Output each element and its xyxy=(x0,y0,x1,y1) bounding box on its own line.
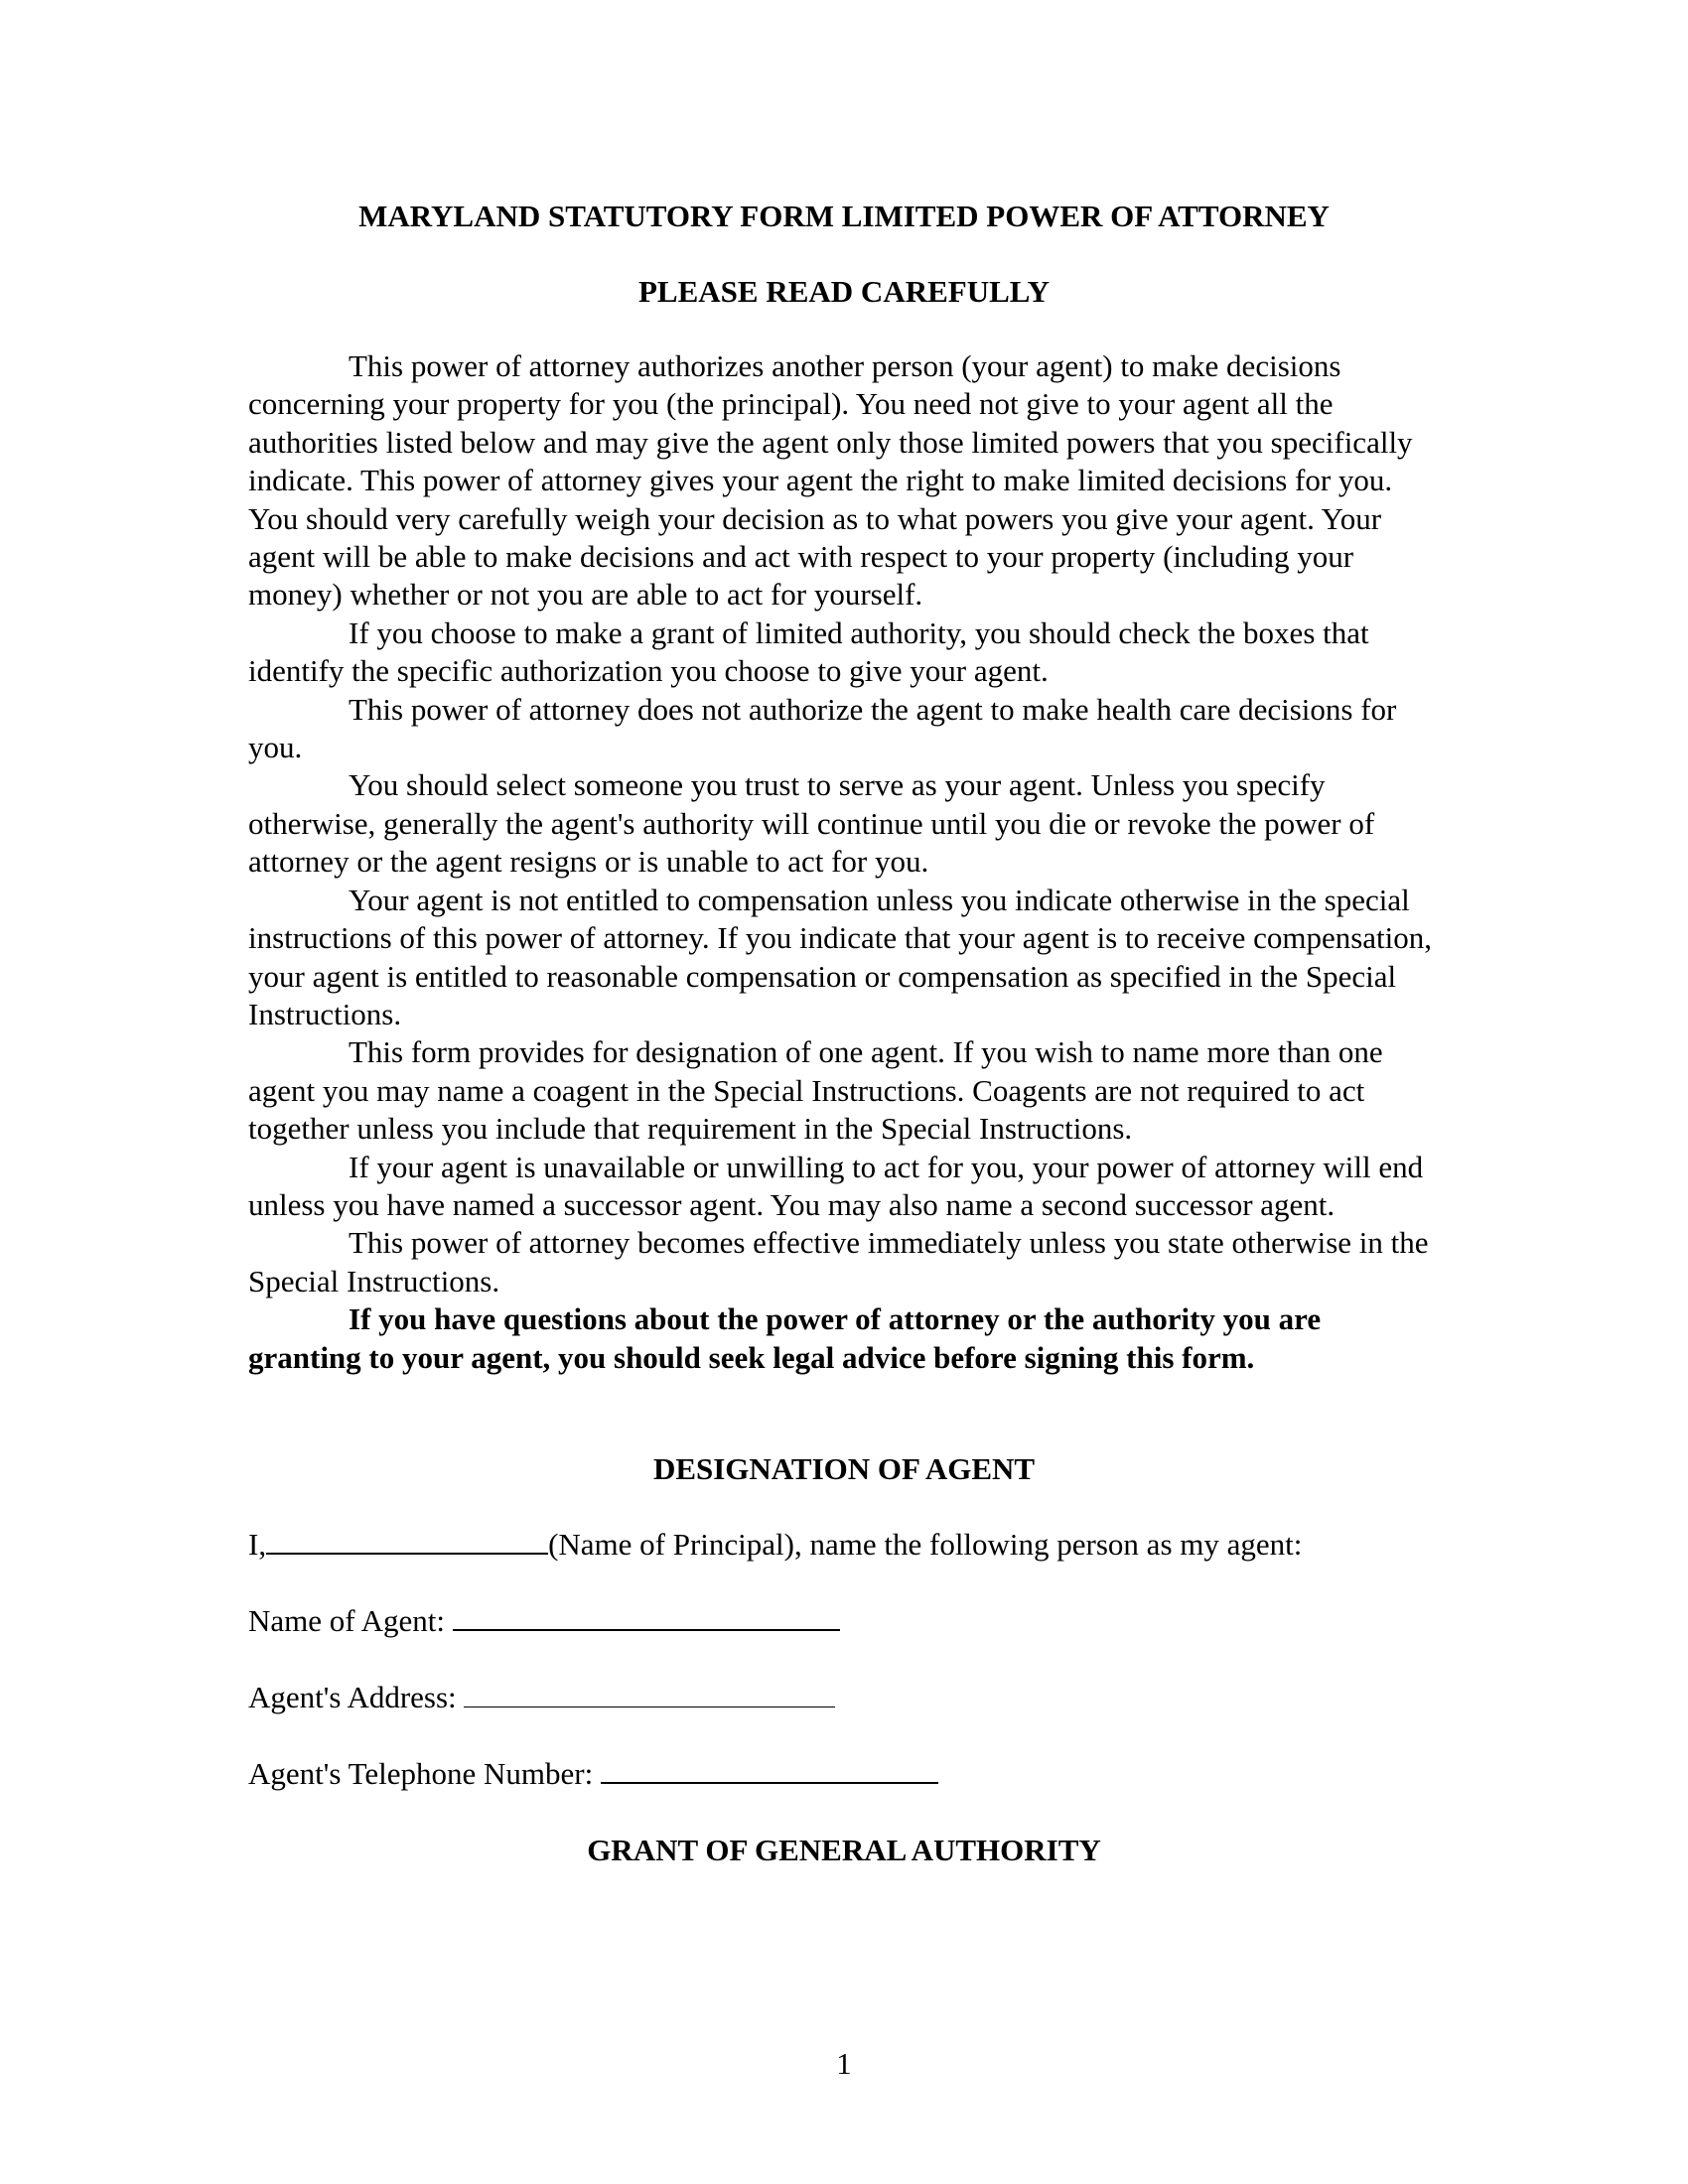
principal-name-field[interactable] xyxy=(266,1527,548,1555)
grant-heading: GRANT OF GENERAL AUTHORITY xyxy=(587,1833,1101,1867)
agent-name-field[interactable] xyxy=(453,1603,840,1631)
document-subtitle: PLEASE READ CAREFULLY xyxy=(638,274,1050,309)
paragraph-compensation: Your agent is not entitled to compensation unless you indicate otherwise in the special instructions of this power of attorney. If you indicate that your agent is to receive compensation, your agent is entitled to reasonable compensation or compensation as specified in the Special Instructions. xyxy=(248,882,1433,1031)
designation-heading: DESIGNATION OF AGENT xyxy=(652,1451,1036,1486)
agent-address-field[interactable] xyxy=(464,1681,835,1707)
principal-suffix: (Name of Principal), name the following person as my agent: xyxy=(548,1527,1303,1562)
agent-phone-field[interactable] xyxy=(601,1756,938,1784)
paragraph-health-care: This power of attorney does not authorize the agent to make health care decisions for you. xyxy=(248,691,1397,765)
paragraph-successor-agent: If your agent is unavailable or unwilling to act for you, your power of attorney will end unless you have named a successor agent. You may also name a second successor agent. xyxy=(248,1149,1424,1222)
principal-prefix: I, xyxy=(248,1527,267,1562)
page-number: 1 xyxy=(836,2046,852,2081)
agent-phone-line xyxy=(248,1755,938,1793)
agent-address-line xyxy=(248,1679,835,1716)
instructions-body xyxy=(248,347,1440,1377)
paragraph-effective: This power of attorney becomes effective immediately unless you state otherwise in the Special Instructions. xyxy=(248,1225,1429,1298)
legal-advice-warning: If you have questions about the power of attorney or the authority you are granting to your agent, you should seek legal advice before signing this form. xyxy=(248,1301,1322,1375)
paragraph-authorization: This power of attorney authorizes another person (your agent) to make decisions concerning your property for you (the principal). You need not give to your agent all the authorities listed below and may give the agent only those limited powers that you specifically indicate. This power of attorney gives your agent the right to make limited decisions for you. You should very carefully weigh your decision as to what powers you give your agent. Your agent will be able to make decisions and act with respect to your property (including your money) whether or not you are able to act for yourself. xyxy=(248,348,1413,613)
paragraph-limited-authority: If you choose to make a grant of limited authority, you should check the boxes that identify the specific authorization you choose to give your agent. xyxy=(248,614,1369,689)
agent-address-label: Agent's Address: xyxy=(248,1680,457,1714)
agent-name-label: Name of Agent: xyxy=(248,1603,446,1638)
agent-name-line xyxy=(248,1602,840,1640)
agent-phone-label: Agent's Telephone Number: xyxy=(248,1756,594,1791)
paragraph-select-agent: You should select someone you trust to serve as your agent. Unless you specify otherwise, generally the agent's authority will continue until you die or revoke the power of attorney or the agent resigns or is unable to act for you. xyxy=(248,767,1375,880)
principal-line xyxy=(248,1526,1302,1564)
document-title: MARYLAND STATUTORY FORM LIMITED POWER OF ATTORNEY xyxy=(358,199,1330,233)
paragraph-coagent: This form provides for designation of one agent. If you wish to name more than one agent you may name a coagent in the Special Instructions. Coagents are not required to act together unless you include that requirement in the Special Instructions. xyxy=(248,1034,1383,1147)
